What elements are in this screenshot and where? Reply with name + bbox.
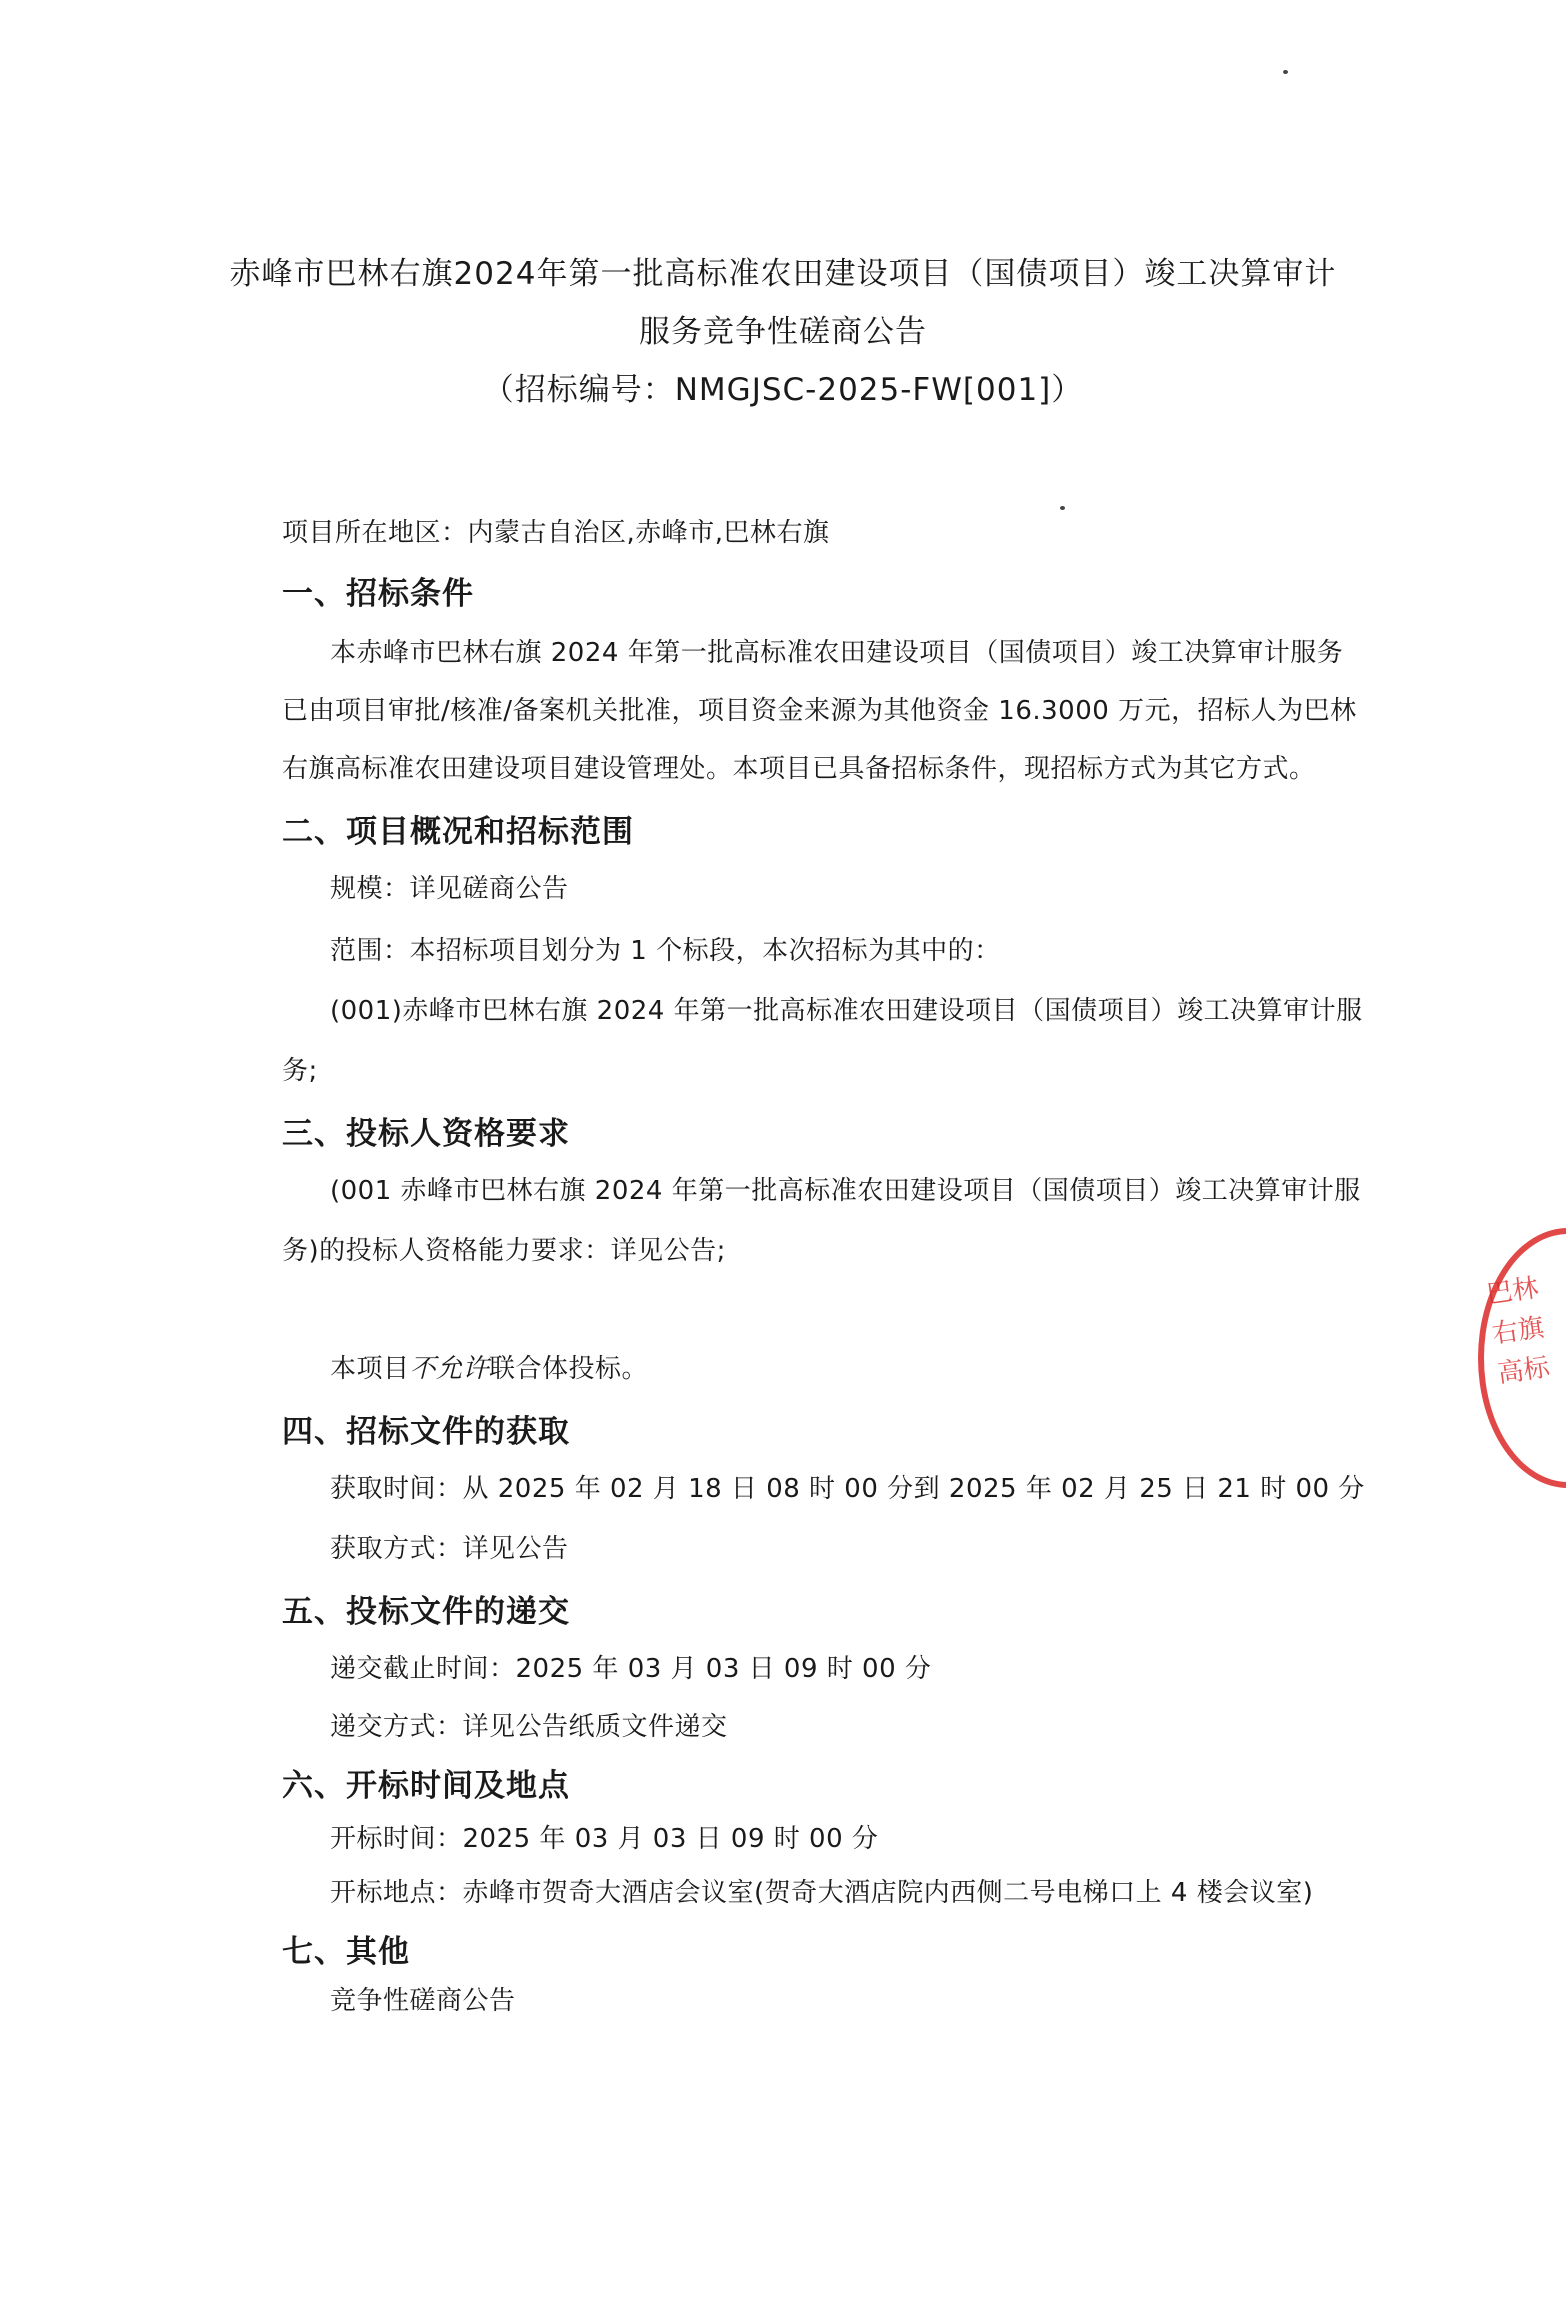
section-2-heading: 二、项目概况和招标范围: [282, 814, 634, 850]
qualification-line-1: (001 赤峰市巴林右旗 2024 年第一批高标准农田建设项目（国债项目）竣工决算审计服: [330, 1176, 1361, 1206]
consortium-note: [330, 1348, 648, 1385]
speck-mark: [1060, 506, 1065, 510]
opening-time: 开标时间：2025 年 03 月 03 日 09 时 00 分: [330, 1824, 879, 1854]
title-line-2: 服务竞争性磋商公告: [639, 314, 927, 350]
scale-text: 规模：详见磋商公告: [330, 874, 569, 904]
section-1-para-line-3: 右旗高标准农田建设项目建设管理处。本项目已具备招标条件，现招标方式为其它方式。: [282, 754, 1316, 784]
scope-text: 范围：本招标项目划分为 1 个标段，本次招标为其中的：: [330, 936, 1001, 966]
section-1-heading: 一、招标条件: [282, 576, 474, 612]
consortium-post: 联合体投标。: [489, 1354, 649, 1384]
submission-method: 递交方式：详见公告纸质文件递交: [330, 1712, 728, 1742]
lot-item-line-1: (001)赤峰市巴林右旗 2024 年第一批高标准农田建设项目（国债项目）竣工决算审计服: [330, 996, 1363, 1026]
obtain-method: 获取方式：详见公告: [330, 1534, 569, 1564]
qualification-line-2: 务)的投标人资格能力要求：详见公告;: [282, 1236, 726, 1266]
section-3-heading: 三、投标人资格要求: [282, 1116, 570, 1152]
opening-place: 开标地点：赤峰市贺奇大酒店会议室(贺奇大酒店院内西侧二号电梯口上 4 楼会议室): [330, 1878, 1314, 1908]
seal-text: 巴林右旗高标: [1484, 1273, 1552, 1390]
consortium-pre: 本项目: [330, 1354, 410, 1384]
title-line-1: 赤峰市巴林右旗2024年第一批高标准农田建设项目（国债项目）竣工决算审计: [229, 256, 1337, 292]
section-1-para-line-2: 已由项目审批/核准/备案机关批准，项目资金来源为其他资金 16.3000 万元，招标人为巴林: [282, 696, 1357, 726]
other-text: 竞争性磋商公告: [330, 1986, 516, 2016]
lot-item-line-2: 务;: [282, 1056, 318, 1086]
section-1-para-line-1: 本赤峰市巴林右旗 2024 年第一批高标准农田建设项目（国债项目）竣工决算审计服务: [330, 638, 1344, 668]
section-5-heading: 五、投标文件的递交: [282, 1594, 570, 1630]
section-6-heading: 六、开标时间及地点: [282, 1768, 570, 1804]
tender-number: （招标编号：NMGJSC-2025-FW[001]）: [482, 372, 1084, 408]
submission-deadline: 递交截止时间：2025 年 03 月 03 日 09 时 00 分: [330, 1654, 932, 1684]
section-4-heading: 四、招标文件的获取: [282, 1414, 570, 1450]
consortium-emphasis: 不允许: [409, 1354, 490, 1384]
project-location: 项目所在地区：内蒙古自治区,赤峰市,巴林右旗: [282, 518, 830, 548]
section-7-heading: 七、其他: [282, 1934, 410, 1970]
obtain-time: 获取时间：从 2025 年 02 月 18 日 08 时 00 分到 2025 年 02 月 25 日 21 时 00 分: [330, 1474, 1365, 1504]
speck-mark: [1283, 70, 1288, 74]
